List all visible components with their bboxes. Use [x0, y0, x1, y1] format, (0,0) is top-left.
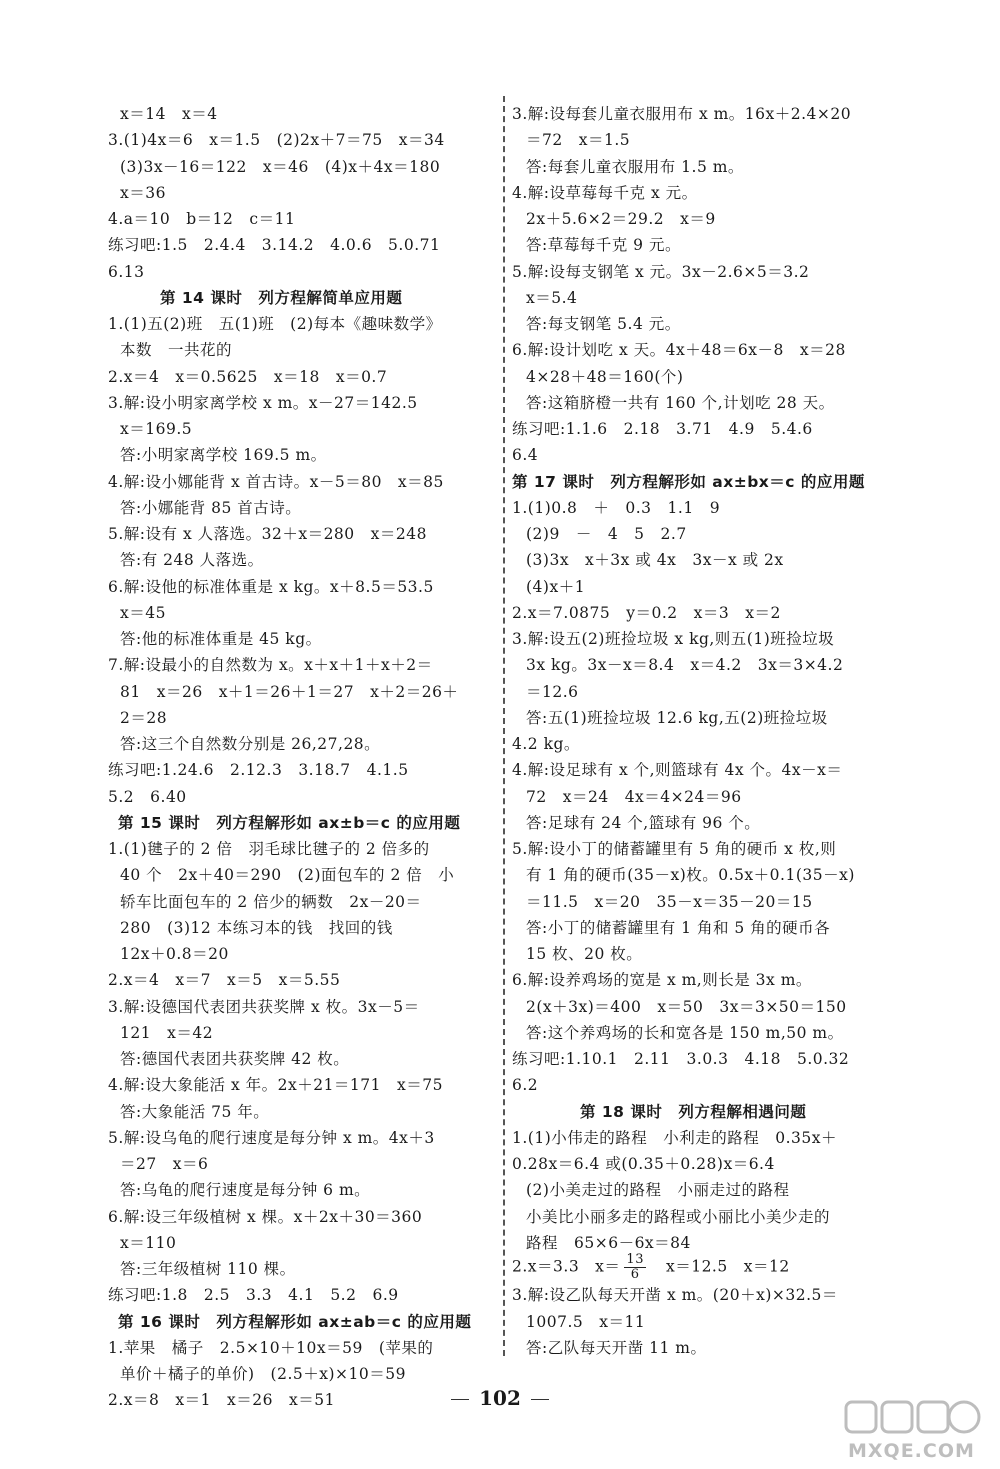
text-line [526, 235, 681, 255]
section-heading [118, 813, 460, 833]
text-line [108, 655, 433, 675]
text-line [120, 498, 301, 518]
text-line [526, 892, 813, 912]
text-line [108, 235, 440, 255]
line-text: 答:乙队每天开凿 11 m。 [526, 1338, 707, 1357]
line-text: (3)3x－16＝122 x＝46 (4)x＋4x＝180 [120, 157, 441, 176]
text-line [120, 1049, 349, 1069]
text-line [108, 970, 340, 990]
section-heading [512, 472, 865, 492]
text-line [526, 577, 585, 597]
line-text: 第 15 课时 列方程解形如 ax±b＝c 的应用题 [118, 813, 461, 832]
text-line [108, 524, 427, 544]
line-text: 6.解:设他的标准体重是 x kg。x＋8.5＝53.5 [108, 577, 434, 596]
line-text: 答:小明家离学校 169.5 m。 [120, 446, 327, 465]
text-line [120, 1259, 296, 1279]
text-line [120, 734, 380, 754]
text-line [120, 445, 327, 465]
line-text: 2.x＝4 x＝7 x＝5 x＝5.55 [108, 971, 341, 990]
line-text: 6.解:设计划吃 x 天。4x＋48＝6x－8 x＝28 [512, 341, 846, 360]
line-text: 1.(1)毽子的 2 倍 羽毛球比毽子的 2 倍多的 [108, 840, 430, 858]
line-text: 4×28＋48＝160(个) [526, 367, 684, 386]
line-text: 4.2 kg。 [512, 735, 580, 753]
text-line [526, 157, 744, 177]
line-text: 3x kg。3x－x＝8.4 x＝4.2 3x＝3×4.2 [526, 656, 844, 675]
text-line [120, 419, 192, 439]
text-line [526, 787, 742, 807]
line-text: 5.解:设每支钢笔 x 元。3x－2.6×5＝3.2 [512, 262, 810, 281]
line-text: 答:足球有 24 个,篮球有 96 个。 [526, 813, 761, 832]
footer-dash-left [451, 1399, 469, 1400]
line-text: 12x＋0.8＝20 [120, 945, 229, 963]
line-text: 3.解:设乙队每天开凿 x m。(20＋x)×32.5＝ [512, 1286, 838, 1305]
line-text: 练习吧:1.1.6 2.18 3.71 4.9 5.4.6 [512, 420, 813, 438]
footer-dash-right [531, 1399, 549, 1400]
text-line [120, 682, 458, 702]
text-line [526, 865, 855, 885]
line-text: (3)3x x＋3x 或 4x 3x－x 或 2x [526, 551, 784, 570]
line-text: 1.(1)小伟走的路程 小利走的路程 0.35x＋ [512, 1128, 837, 1147]
line-text: 3.解:设小明家离学校 x m。x－27＝142.5 [108, 393, 418, 412]
line-text: 4.解:设小娜能背 x 首古诗。x－5＝80 x＝85 [108, 472, 444, 491]
line-text: 答:他的标准体重是 45 kg。 [120, 630, 322, 648]
text-line [108, 787, 187, 807]
line-text: ＝12.6 [526, 682, 579, 701]
text-line [526, 288, 577, 308]
line-text: 0.28x＝6.4 或(0.35＋0.28)x＝6.4 [512, 1155, 775, 1173]
line-text: 4.解:设大象能活 x 年。2x＋21＝171 x＝75 [108, 1076, 443, 1095]
text-line [120, 340, 232, 360]
text-line [120, 1023, 213, 1043]
text-line [120, 944, 229, 964]
text-line [120, 708, 167, 728]
line-text: 5.解:设小丁的储蓄罐里有 5 角的硬币 x 枚,则 [512, 840, 837, 858]
line-text: 路程 65×6－6x＝84 [526, 1233, 691, 1252]
text-line [526, 393, 835, 413]
text-line [512, 1285, 838, 1305]
text-line [120, 1154, 208, 1174]
text-line [526, 655, 843, 675]
text-line [108, 262, 145, 282]
column-divider [503, 96, 505, 1356]
line-text: 6.4 [512, 446, 539, 465]
text-line [108, 577, 434, 597]
line-text: 练习吧:1.10.1 2.11 3.0.3 4.18 5.0.32 [512, 1050, 850, 1068]
line-text: ＝27 x＝6 [120, 1155, 209, 1173]
text-line [526, 1180, 789, 1200]
text-line [120, 1180, 370, 1200]
text-line [512, 340, 846, 360]
text-line [512, 734, 580, 754]
line-text: 练习吧:1.24.6 2.12.3 3.18.7 4.1.5 [108, 761, 409, 780]
text-line [526, 1233, 691, 1253]
line-text: 2x＋5.6×2＝29.2 x＝9 [526, 210, 716, 228]
text-line [120, 1233, 176, 1253]
text-line [108, 1075, 443, 1095]
line-text: 6.解:设三年级植树 x 棵。x＋2x＋30＝360 [108, 1207, 423, 1226]
text-line [512, 183, 698, 203]
text-line [512, 1154, 775, 1174]
line-text: 2.x＝3.3 x＝ [512, 1257, 621, 1276]
line-text: 答:有 248 人落选。 [120, 551, 264, 570]
text-line [120, 892, 422, 912]
watermark-logo [840, 1398, 990, 1464]
text-line [108, 1338, 433, 1358]
text-line [120, 1364, 406, 1384]
line-text: 3.解:设五(2)班捡垃圾 x kg,则五(1)班捡垃圾 [512, 630, 835, 648]
text-line [512, 1128, 837, 1148]
line-text: 121 x＝42 [120, 1023, 214, 1042]
text-line [526, 944, 642, 964]
text-line [512, 262, 809, 282]
text-line [108, 1285, 399, 1305]
line-text: 答:乌龟的爬行速度是每分钟 6 m。 [120, 1181, 371, 1200]
line-text: 6.2 [512, 1076, 539, 1095]
line-text: 答:小娜能背 85 首古诗。 [120, 498, 302, 517]
line-text: 3.(1)4x＝6 x＝1.5 (2)2x＋7＝75 x＝34 [108, 131, 445, 150]
text-line [108, 760, 409, 780]
line-text: 2.x＝4 x＝0.5625 x＝18 x＝0.7 [108, 367, 388, 386]
line-text: 72 x＝24 4x＝4×24＝96 [526, 787, 742, 806]
text-line [526, 367, 683, 387]
line-text: x＝45 [120, 603, 166, 622]
line-text: 1.(1)五(2)班 五(1)班 (2)每本《趣味数学》 [108, 315, 442, 333]
line-text: x＝169.5 [120, 420, 193, 438]
line-text: 第 17 课时 列方程解形如 ax±bx＝c 的应用题 [512, 472, 865, 491]
line-text: 5.解:设有 x 人落选。32＋x＝280 x＝248 [108, 525, 427, 543]
text-line [108, 839, 430, 859]
line-text: 2.x＝7.0875 y＝0.2 x＝3 x＝2 [512, 603, 781, 622]
page-footer [440, 1386, 560, 1410]
line-text: 4.a＝10 b＝12 c＝11 [108, 210, 296, 228]
line-text: 40 个 2x＋40＝290 (2)面包车的 2 倍 小 [120, 866, 455, 885]
text-line [108, 209, 295, 229]
line-text: 单价＋橘子的单价) (2.5＋x)×10＝59 [120, 1365, 406, 1383]
line-text: (4)x＋1 [526, 577, 586, 596]
line-text: 6.解:设养鸡场的宽是 x m,则长是 3x m。 [512, 971, 812, 990]
line-text: 小美比小丽多走的路程或小丽比小美少走的 [526, 1207, 831, 1226]
text-line [120, 1102, 269, 1122]
text-line [120, 104, 218, 124]
line-text: 2.x＝8 x＝1 x＝26 x＝51 [108, 1391, 335, 1410]
text-line [512, 760, 842, 780]
text-line [120, 550, 264, 570]
line-text: x＝36 [120, 183, 166, 202]
text-line [120, 865, 454, 885]
fraction-numerator: 13 [626, 1252, 644, 1267]
line-text: x＝14 x＝4 [120, 105, 218, 123]
text-line [526, 813, 760, 833]
text-line [512, 1253, 790, 1282]
text-line [120, 157, 440, 177]
line-text: 练习吧:1.5 2.4.4 3.14.2 4.0.6 5.0.71 [108, 236, 441, 255]
section-heading [580, 1102, 806, 1122]
text-line [512, 629, 834, 649]
text-line [108, 472, 444, 492]
text-line [526, 314, 681, 334]
line-text: 答:三年级植树 110 棵。 [120, 1260, 296, 1278]
line-text: x＝5.4 [526, 288, 578, 307]
line-text: 1.(1)0.8 ＋ 0.3 1.1 9 [512, 498, 721, 517]
line-text: 3.解:设德国代表团共获奖牌 x 枚。3x－5＝ [108, 997, 420, 1016]
line-text: 4.解:设草莓每千克 x 元。 [512, 183, 698, 202]
text-line [108, 130, 445, 150]
line-text: 答:这三个自然数分别是 26,27,28。 [120, 735, 381, 753]
text-line [512, 104, 851, 124]
line-text: 第 18 课时 列方程解相遇问题 [580, 1102, 807, 1121]
text-line [512, 1075, 538, 1095]
page-number: 102 [479, 1386, 521, 1410]
line-text: 答:大象能活 75 年。 [120, 1102, 270, 1121]
text-line [526, 1207, 830, 1227]
line-text: (2)9 － 4 5 2.7 [526, 525, 687, 543]
section-heading [160, 288, 402, 308]
text-line [526, 524, 687, 544]
text-line [108, 393, 418, 413]
line-text: 5.2 6.40 [108, 787, 187, 806]
line-text: 第 16 课时 列方程解形如 ax±ab＝c 的应用题 [118, 1312, 472, 1331]
text-line [526, 209, 716, 229]
line-text: 2(x＋3x)＝400 x＝50 3x＝3×50＝150 [526, 997, 847, 1016]
line-text: 4.解:设足球有 x 个,则篮球有 4x 个。4x－x＝ [512, 761, 843, 780]
line-text: 轿车比面包车的 2 倍少的辆数 2x－20＝ [120, 892, 422, 911]
line-text: 2＝28 [120, 708, 168, 727]
text-line [512, 1049, 849, 1069]
line-text: 7.解:设最小的自然数为 x。x＋x＋1＋x＋2＝ [108, 656, 433, 675]
text-line [526, 708, 828, 728]
text-line [526, 1023, 844, 1043]
line-text: 答:每支钢笔 5.4 元。 [526, 315, 681, 333]
watermark-icon [840, 1398, 990, 1442]
watermark-text: MXQE.COM [848, 1440, 975, 1462]
text-line [108, 1207, 422, 1227]
line-text: ＝72 x＝1.5 [526, 131, 631, 150]
line-text: ＝11.5 x＝20 35－x＝35－20＝15 [526, 892, 813, 911]
line-text: 答:小丁的储蓄罐里有 1 角和 5 角的硬币各 [526, 918, 831, 937]
text-line [108, 314, 442, 334]
line-text: 答:草莓每千克 9 元。 [526, 236, 681, 255]
text-line [512, 498, 720, 518]
line-text: 1007.5 x＝11 [526, 1312, 646, 1331]
fraction [624, 1253, 646, 1282]
text-line [512, 970, 812, 990]
text-line [526, 1312, 645, 1332]
text-line [120, 918, 393, 938]
section-heading [118, 1312, 471, 1332]
line-text: 81 x＝26 x＋1＝26＋1＝27 x＋2＝26＋ [120, 682, 459, 701]
line-text: 答:这箱脐橙一共有 160 个,计划吃 28 天。 [526, 393, 835, 412]
text-line [526, 997, 847, 1017]
line-text: 答:这个养鸡场的长和宽各是 150 m,50 m。 [526, 1023, 844, 1042]
text-line [512, 603, 781, 623]
line-text: 1.苹果 橘子 2.5×10＋10x＝59 (苹果的 [108, 1338, 434, 1357]
line-text: 本数 一共花的 [120, 341, 233, 360]
line-text: 6.13 [108, 262, 145, 281]
text-line [526, 918, 830, 938]
text-line [120, 603, 166, 623]
line-text: 5.解:设乌龟的爬行速度是每分钟 x m。4x＋3 [108, 1128, 435, 1147]
line-text: 练习吧:1.8 2.5 3.3 4.1 5.2 6.9 [108, 1286, 399, 1305]
line-text: 答:每套儿童衣服用布 1.5 m。 [526, 157, 744, 176]
text-line [108, 1390, 335, 1410]
line-text: 15 枚、20 枚。 [526, 945, 643, 963]
text-line [120, 629, 322, 649]
text-line [526, 1338, 707, 1358]
text-line [526, 682, 579, 702]
line-text: (2)小美走过的路程 小丽走过的路程 [526, 1181, 790, 1200]
line-text: 3.解:设每套儿童衣服用布 x m。16x＋2.4×20 [512, 105, 852, 123]
text-line [108, 367, 387, 387]
text-line [526, 550, 784, 570]
text-line [512, 419, 813, 439]
line-text: 有 1 角的硬币(35－x)枚。0.5x＋0.1(35－x) [526, 866, 855, 885]
line-text: 答:五(1)班捡垃圾 12.6 kg,五(2)班捡垃圾 [526, 708, 828, 727]
line-text: 280 (3)12 本练习本的钱 找回的钱 [120, 918, 393, 937]
text-line [526, 130, 630, 150]
line-text: x＝110 [120, 1233, 177, 1252]
fraction-denominator: 6 [630, 1267, 640, 1282]
text-line [512, 839, 836, 859]
line-text: 答:德国代表团共获奖牌 42 枚。 [120, 1050, 350, 1068]
text-line [512, 445, 538, 465]
line-text: 第 14 课时 列方程解简单应用题 [160, 288, 403, 307]
line-text-after: x＝12.5 x＝12 [649, 1257, 790, 1276]
text-line [108, 997, 420, 1017]
text-line [108, 1128, 435, 1148]
text-line [120, 183, 166, 203]
